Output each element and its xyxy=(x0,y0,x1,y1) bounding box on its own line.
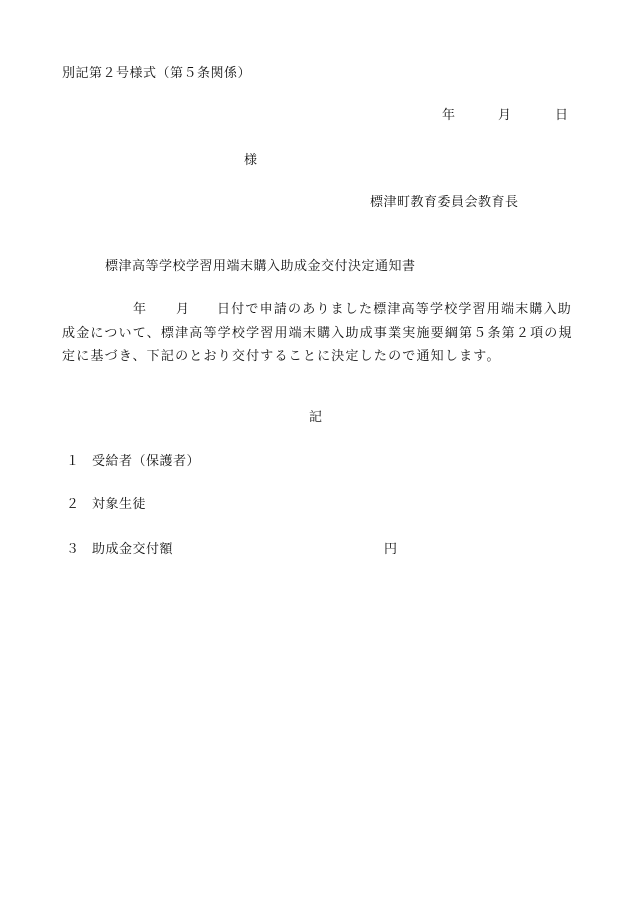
item-label-amount: 助成金交付額 xyxy=(92,542,174,557)
form-number: 別記第２号様式（第５条関係） xyxy=(62,66,252,81)
body-year-label: 年 xyxy=(133,302,147,317)
item-number: ３ xyxy=(66,542,80,557)
body-line-1: 日付で申請のありました標津高等学校学習用端末購入助 xyxy=(217,302,573,317)
ki-heading: 記 xyxy=(309,410,323,425)
date-year-label: 年 xyxy=(442,108,456,123)
date-day-label: 日 xyxy=(555,108,569,123)
date-month-label: 月 xyxy=(498,108,512,123)
body-month-label: 月 xyxy=(176,302,190,317)
item-label-recipient: 受給者（保護者） xyxy=(92,454,201,469)
document-title: 標津高等学校学習用端末購入助成金交付決定通知書 xyxy=(105,259,416,274)
item-number: ２ xyxy=(66,497,80,512)
addressee-honorific: 様 xyxy=(244,153,258,168)
issuer-name: 標津町教育委員会教育長 xyxy=(370,195,519,210)
item-number: １ xyxy=(66,454,80,469)
body-line-3: 定に基づき、下記のとおり交付することに決定したので通知します。 xyxy=(62,349,501,364)
amount-unit-yen: 円 xyxy=(384,542,398,557)
body-line-2: 成金について、標津高等学校学習用端末購入助成事業実施要綱第５条第２項の規 xyxy=(62,326,573,341)
item-label-student: 対象生徒 xyxy=(92,497,147,512)
